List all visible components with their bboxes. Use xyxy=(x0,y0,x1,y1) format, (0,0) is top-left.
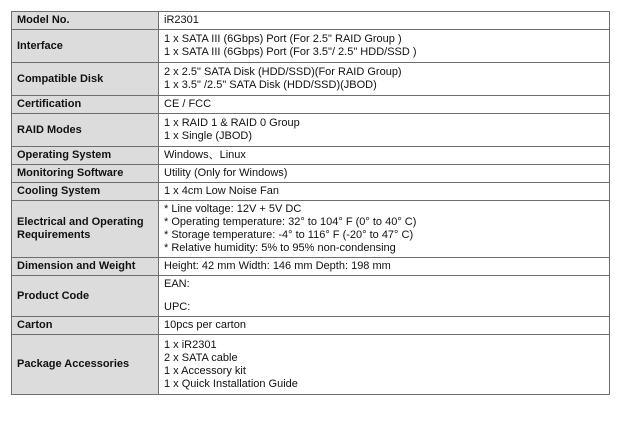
spec-value xyxy=(159,63,610,96)
spec-value-line: iR2301 xyxy=(164,14,199,26)
spec-value-line: 1 x iR2301 xyxy=(164,338,217,351)
spec-value-line: Windows、Linux xyxy=(164,149,246,161)
spec-value-line: 2 x SATA cable xyxy=(164,351,238,364)
spec-label: Interface xyxy=(12,30,159,63)
spec-label: Package Accessories xyxy=(12,335,159,395)
spec-value-line: 1 x Single (JBOD) xyxy=(164,130,253,142)
spec-row xyxy=(12,258,610,276)
spec-table-body xyxy=(12,12,610,395)
spec-value xyxy=(159,114,610,147)
spec-value xyxy=(159,317,610,335)
spec-value-line: 1 x Accessory kit xyxy=(164,364,246,377)
spec-label: Compatible Disk xyxy=(12,63,159,96)
spec-value-line: * Relative humidity: 5% to 95% non-condensing xyxy=(164,242,396,254)
spec-row xyxy=(12,12,610,30)
spec-value xyxy=(159,147,610,165)
spec-label: Cooling System xyxy=(12,183,159,201)
spec-value xyxy=(159,201,610,258)
spec-value-line: 1 x 3.5" /2.5" SATA Disk (HDD/SSD)(JBOD) xyxy=(164,79,377,91)
spec-row xyxy=(12,147,610,165)
spec-row xyxy=(12,335,610,395)
spec-value-line: 2 x 2.5" SATA Disk (HDD/SSD)(For RAID Group) xyxy=(164,66,402,78)
spec-label: Dimension and Weight xyxy=(12,258,159,276)
spec-value-line: CE / FCC xyxy=(164,98,212,110)
spec-label: RAID Modes xyxy=(12,114,159,147)
spec-value-line: 1 x Quick Installation Guide xyxy=(164,377,298,390)
spec-value xyxy=(159,276,610,317)
spec-label: Monitoring Software xyxy=(12,165,159,183)
spec-value xyxy=(159,12,610,30)
spec-label: Carton xyxy=(12,317,159,335)
spec-row xyxy=(12,30,610,63)
spec-value-line: 1 x 4cm Low Noise Fan xyxy=(164,185,279,197)
spec-label: Operating System xyxy=(12,147,159,165)
spec-value xyxy=(159,165,610,183)
spec-value xyxy=(159,96,610,114)
spec-row xyxy=(12,96,610,114)
spec-row xyxy=(12,114,610,147)
spec-row xyxy=(12,317,610,335)
spec-value-line: * Operating temperature: 32° to 104° F (0° to 40° C) xyxy=(164,216,417,228)
spec-row xyxy=(12,276,610,317)
spec-row xyxy=(12,63,610,96)
spec-label: Product Code xyxy=(12,276,159,317)
spec-value xyxy=(159,258,610,276)
spec-value-line: 10pcs per carton xyxy=(164,319,246,331)
spec-value-line: EAN: xyxy=(164,278,190,290)
spec-value xyxy=(159,30,610,63)
spec-value-line: Utility (Only for Windows) xyxy=(164,167,288,179)
spec-value xyxy=(159,335,610,395)
spec-label: Certification xyxy=(12,96,159,114)
spec-table xyxy=(11,11,610,395)
spec-value-line: * Storage temperature: -4° to 116° F (-20° to 47° C) xyxy=(164,229,414,241)
spec-value-line: 1 x RAID 1 & RAID 0 Group xyxy=(164,117,300,129)
spec-row xyxy=(12,183,610,201)
spec-value-line: Height: 42 mm Width: 146 mm Depth: 198 mm xyxy=(164,260,391,272)
spec-label: Model No. xyxy=(12,12,159,30)
spec-row xyxy=(12,201,610,258)
spec-value xyxy=(159,183,610,201)
spec-value-line: UPC: xyxy=(164,301,191,313)
spec-value-line: * Line voltage: 12V + 5V DC xyxy=(164,203,302,215)
spec-value-line: 1 x SATA III (6Gbps) Port (For 3.5"/ 2.5" HDD/SSD ) xyxy=(164,46,417,58)
spec-label: Electrical and Operating Requirements xyxy=(12,201,159,258)
spec-value-line: 1 x SATA III (6Gbps) Port (For 2.5" RAID Group ) xyxy=(164,33,402,45)
spec-row xyxy=(12,165,610,183)
